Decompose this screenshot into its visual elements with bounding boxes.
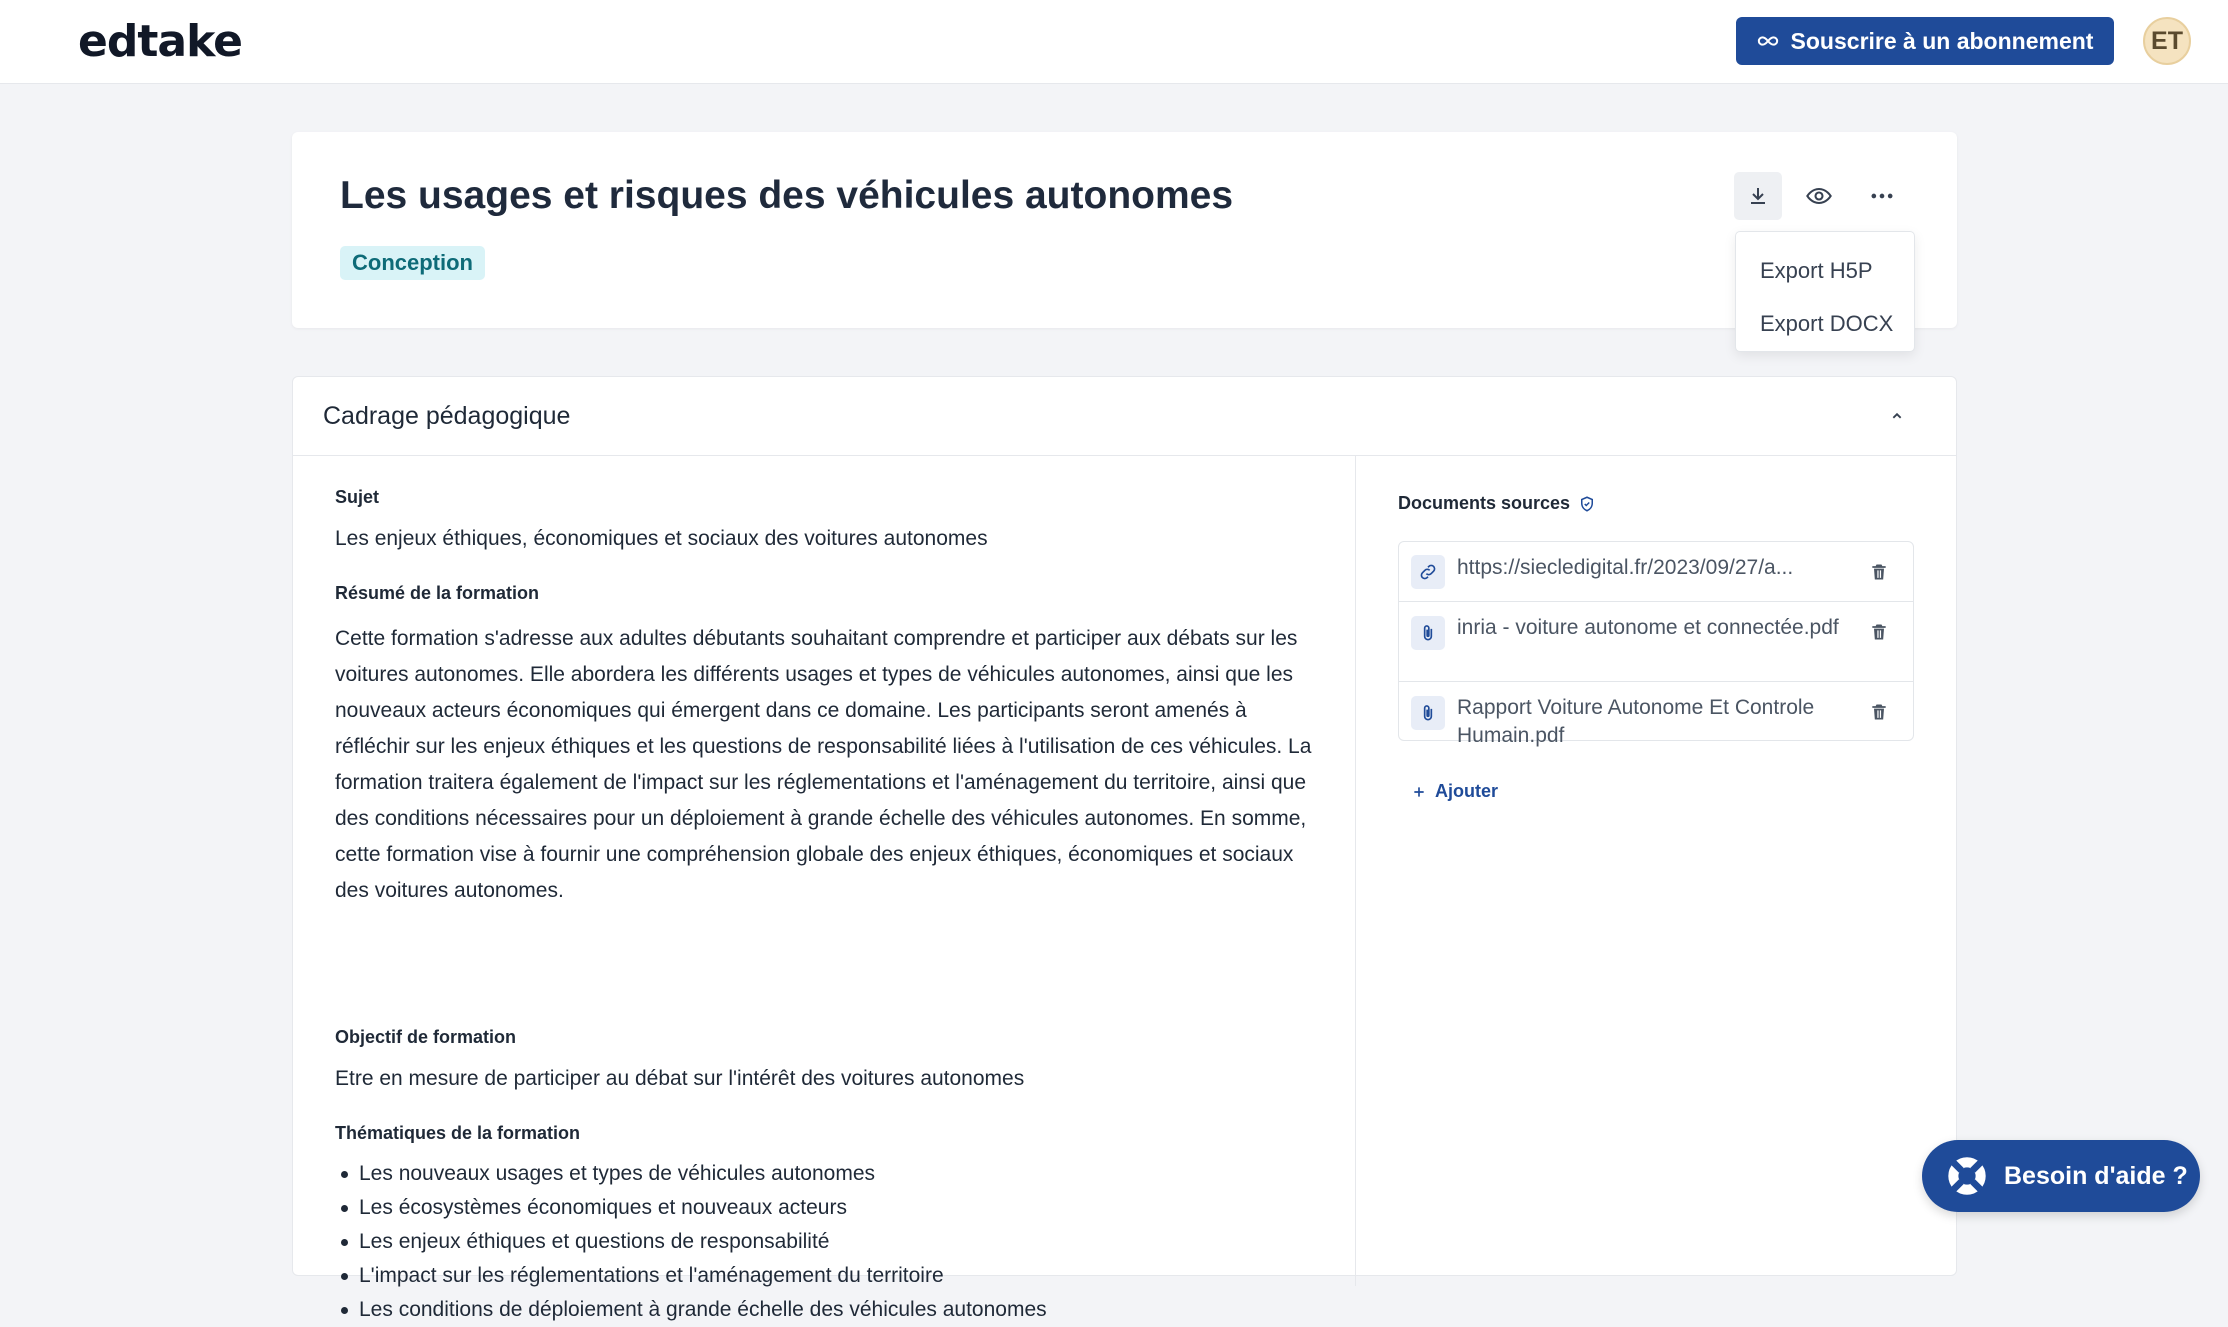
thematiques-label: Thématiques de la formation bbox=[335, 1123, 581, 1143]
cadrage-card bbox=[292, 376, 1957, 1321]
documents-list bbox=[1398, 541, 1914, 747]
document-row[interactable] bbox=[1399, 682, 1913, 762]
thematiques-list bbox=[359, 1157, 1047, 1327]
objectif-value: Etre en mesure de participer au débat sur l'intérêt des voitures autonomes bbox=[335, 1067, 1025, 1090]
title-card bbox=[292, 132, 1957, 328]
paperclip-icon bbox=[1411, 696, 1445, 730]
objectif-label: Objectif de formation bbox=[335, 1027, 517, 1047]
paperclip-icon bbox=[1411, 616, 1445, 650]
help-label: Besoin d'aide ? bbox=[2004, 1161, 2188, 1190]
lifebuoy-icon bbox=[1944, 1153, 1990, 1199]
document-row[interactable] bbox=[1399, 542, 1913, 602]
sujet-label: Sujet bbox=[335, 487, 380, 507]
infinity-icon bbox=[1757, 30, 1779, 52]
list-item: Les écosystèmes économiques et nouveaux acteurs bbox=[359, 1191, 1047, 1225]
column-divider bbox=[1355, 456, 1356, 1286]
shield-check-icon bbox=[1578, 495, 1596, 513]
more-options-button[interactable] bbox=[1858, 172, 1906, 220]
page-title: Les usages et risques des véhicules autonomes bbox=[340, 174, 1234, 217]
logo[interactable]: edtake bbox=[78, 16, 242, 67]
export-dropdown bbox=[1735, 231, 1915, 352]
subscribe-label: Souscrire à un abonnement bbox=[1790, 27, 2094, 54]
subscribe-button[interactable] bbox=[1736, 17, 2114, 65]
trash-icon[interactable] bbox=[1869, 622, 1889, 642]
download-icon bbox=[1746, 184, 1770, 208]
document-name[interactable]: Rapport Voiture Autonome Et Controle Humain.pdf bbox=[1457, 696, 1815, 747]
download-button[interactable] bbox=[1734, 172, 1782, 220]
plus-icon bbox=[1411, 784, 1427, 800]
resume-value: Cette formation s'adresse aux adultes débutants souhaitant comprendre et participer aux débats sur les voitures autonomes. Elle abordera les différents usages et types de véhicules autonomes, ainsi que les nouveaux acteurs économiques qui émergent dans ce domaine. Les participants seront amenés à réfléchir sur les enjeux éthiques et les questions de responsabilité liées à l'utilisation de ces véhicules. La formation traitera également de l'impact sur les réglementations et l'aménagement du territoire, ainsi que des conditions nécessaires pour un déploiement à grande échelle des véhicules autonomes. En somme, cette formation vise à fournir une compréhension globale des enjeux éthiques, économiques et sociaux des voitures autonomes. bbox=[335, 627, 1312, 902]
list-item: L'impact sur les réglementations et l'aménagement du territoire bbox=[359, 1259, 1047, 1293]
eye-icon bbox=[1805, 182, 1833, 210]
status-tag: Conception bbox=[340, 246, 485, 280]
list-item: Les enjeux éthiques et questions de responsabilité bbox=[359, 1225, 1047, 1259]
trash-icon[interactable] bbox=[1869, 562, 1889, 582]
trash-icon[interactable] bbox=[1869, 702, 1889, 722]
add-document-label: Ajouter bbox=[1435, 781, 1498, 801]
add-document-button[interactable] bbox=[1411, 781, 1498, 802]
document-name[interactable]: inria - voiture autonome et connectée.pdf bbox=[1457, 616, 1839, 639]
export-h5p-item[interactable]: Export H5P bbox=[1760, 257, 1873, 283]
chevron-up-icon[interactable] bbox=[1886, 405, 1908, 427]
export-docx-item[interactable]: Export DOCX bbox=[1760, 310, 1894, 336]
avatar[interactable]: ET bbox=[2143, 17, 2191, 65]
cadrage-title: Cadrage pédagogique bbox=[323, 402, 571, 430]
help-button[interactable] bbox=[1922, 1140, 2200, 1212]
list-item: Les nouveaux usages et types de véhicules autonomes bbox=[359, 1157, 1047, 1191]
document-row[interactable] bbox=[1399, 602, 1913, 682]
sujet-value: Les enjeux éthiques, économiques et sociaux des voitures autonomes bbox=[335, 527, 988, 550]
documents-title-label: Documents sources bbox=[1398, 493, 1571, 513]
documents-title bbox=[1398, 493, 1596, 514]
list-item: Les conditions de déploiement à grande échelle des véhicules autonomes bbox=[359, 1293, 1047, 1327]
more-horizontal-icon bbox=[1868, 182, 1896, 210]
preview-button[interactable] bbox=[1795, 172, 1843, 220]
resume-label: Résumé de la formation bbox=[335, 583, 540, 603]
link-icon bbox=[1411, 555, 1445, 589]
top-bar bbox=[0, 0, 2228, 84]
cadrage-header[interactable] bbox=[293, 377, 1956, 456]
document-name[interactable]: https://siecledigital.fr/2023/09/27/a... bbox=[1457, 556, 1794, 579]
